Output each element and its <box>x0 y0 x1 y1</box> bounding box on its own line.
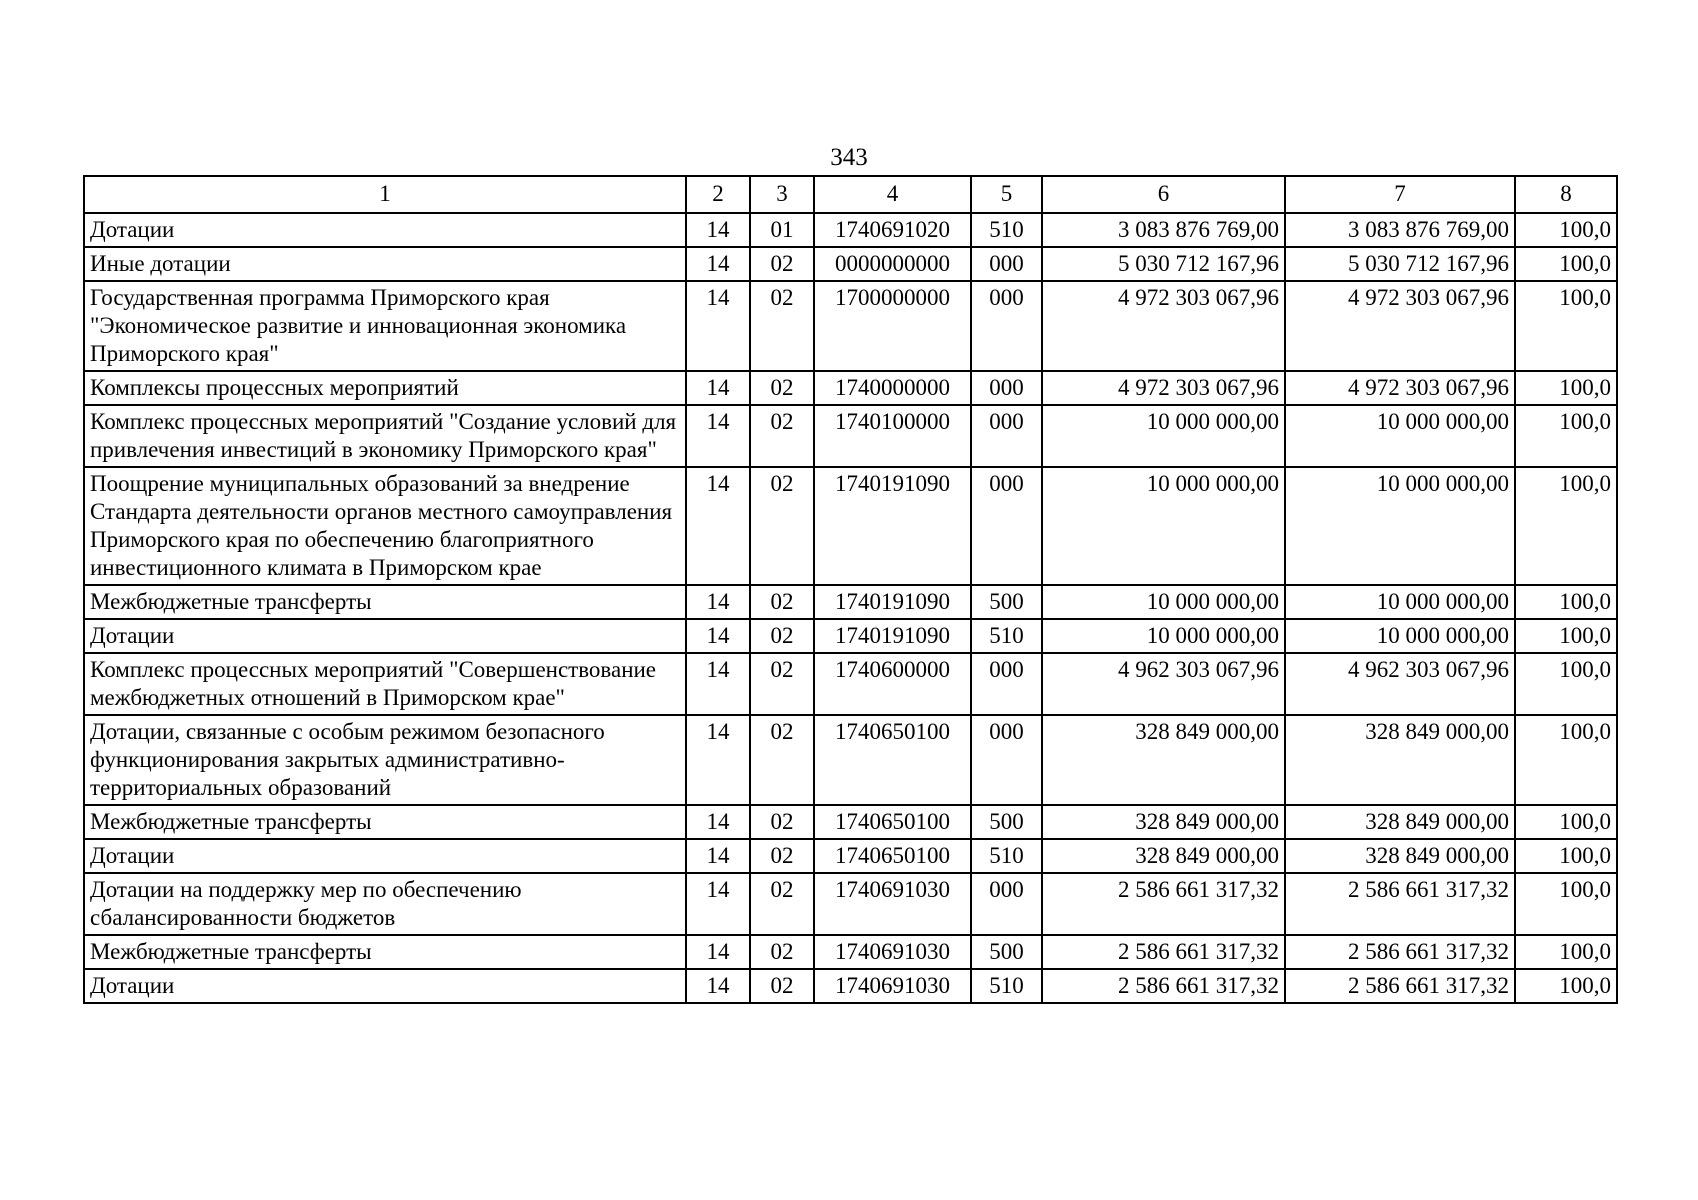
target-article-code: 1740650100 <box>814 839 971 873</box>
column-header: 8 <box>1515 176 1617 213</box>
percent-col8: 100,0 <box>1515 281 1617 371</box>
table-row <box>84 213 1617 247</box>
row-name: Комплекс процессных мероприятий "Совершенствование межбюджетных отношений в Приморском крае" <box>84 653 686 715</box>
expense-type-code: 000 <box>971 715 1042 805</box>
table-row <box>84 935 1617 969</box>
amount-col7: 10 000 000,00 <box>1285 467 1515 585</box>
amount-col7: 10 000 000,00 <box>1285 585 1515 619</box>
expense-type-code: 000 <box>971 281 1042 371</box>
amount-col6: 2 586 661 317,32 <box>1042 935 1285 969</box>
amount-col7: 4 972 303 067,96 <box>1285 371 1515 405</box>
table-row <box>84 839 1617 873</box>
percent-col8: 100,0 <box>1515 715 1617 805</box>
column-header: 2 <box>686 176 750 213</box>
amount-col7: 328 849 000,00 <box>1285 715 1515 805</box>
percent-col8: 100,0 <box>1515 405 1617 467</box>
amount-col6: 4 972 303 067,96 <box>1042 281 1285 371</box>
budget-table <box>83 175 1618 1004</box>
amount-col6: 10 000 000,00 <box>1042 619 1285 653</box>
subsection-code: 01 <box>750 213 814 247</box>
section-code: 14 <box>686 213 750 247</box>
column-header: 7 <box>1285 176 1515 213</box>
row-name: Дотации <box>84 619 686 653</box>
row-name: Дотации <box>84 213 686 247</box>
expense-type-code: 000 <box>971 371 1042 405</box>
amount-col6: 328 849 000,00 <box>1042 715 1285 805</box>
row-name: Межбюджетные трансферты <box>84 585 686 619</box>
column-header: 1 <box>84 176 686 213</box>
target-article-code: 1740191090 <box>814 619 971 653</box>
table-row <box>84 405 1617 467</box>
table-row <box>84 281 1617 371</box>
row-name: Дотации <box>84 839 686 873</box>
amount-col7: 10 000 000,00 <box>1285 405 1515 467</box>
target-article-code: 1700000000 <box>814 281 971 371</box>
target-article-code: 1740191090 <box>814 585 971 619</box>
amount-col6: 3 083 876 769,00 <box>1042 213 1285 247</box>
subsection-code: 02 <box>750 805 814 839</box>
percent-col8: 100,0 <box>1515 935 1617 969</box>
section-code: 14 <box>686 619 750 653</box>
page-number: 343 <box>830 144 868 171</box>
expense-type-code: 500 <box>971 805 1042 839</box>
subsection-code: 02 <box>750 371 814 405</box>
amount-col7: 5 030 712 167,96 <box>1285 247 1515 281</box>
table-row <box>84 873 1617 935</box>
row-name: Государственная программа Приморского края "Экономическое развитие и инновационная экономика Приморского края" <box>84 281 686 371</box>
target-article-code: 1740650100 <box>814 715 971 805</box>
amount-col7: 3 083 876 769,00 <box>1285 213 1515 247</box>
section-code: 14 <box>686 715 750 805</box>
percent-col8: 100,0 <box>1515 247 1617 281</box>
target-article-code: 1740191090 <box>814 467 971 585</box>
table-row <box>84 715 1617 805</box>
section-code: 14 <box>686 281 750 371</box>
section-code: 14 <box>686 839 750 873</box>
amount-col6: 4 962 303 067,96 <box>1042 653 1285 715</box>
column-header: 6 <box>1042 176 1285 213</box>
target-article-code: 0000000000 <box>814 247 971 281</box>
subsection-code: 02 <box>750 467 814 585</box>
column-header: 3 <box>750 176 814 213</box>
header-row <box>84 176 1617 213</box>
percent-col8: 100,0 <box>1515 467 1617 585</box>
percent-col8: 100,0 <box>1515 805 1617 839</box>
section-code: 14 <box>686 585 750 619</box>
section-code: 14 <box>686 405 750 467</box>
subsection-code: 02 <box>750 585 814 619</box>
amount-col7: 2 586 661 317,32 <box>1285 873 1515 935</box>
amount-col7: 2 586 661 317,32 <box>1285 969 1515 1003</box>
section-code: 14 <box>686 247 750 281</box>
target-article-code: 1740691030 <box>814 969 971 1003</box>
expense-type-code: 500 <box>971 585 1042 619</box>
amount-col6: 2 586 661 317,32 <box>1042 873 1285 935</box>
subsection-code: 02 <box>750 247 814 281</box>
expense-type-code: 000 <box>971 247 1042 281</box>
table-row <box>84 969 1617 1003</box>
amount-col6: 10 000 000,00 <box>1042 585 1285 619</box>
subsection-code: 02 <box>750 281 814 371</box>
amount-col7: 10 000 000,00 <box>1285 619 1515 653</box>
row-name: Межбюджетные трансферты <box>84 935 686 969</box>
row-name: Иные дотации <box>84 247 686 281</box>
percent-col8: 100,0 <box>1515 839 1617 873</box>
target-article-code: 1740691030 <box>814 873 971 935</box>
table-row <box>84 653 1617 715</box>
percent-col8: 100,0 <box>1515 969 1617 1003</box>
subsection-code: 02 <box>750 619 814 653</box>
expense-type-code: 500 <box>971 935 1042 969</box>
column-header: 4 <box>814 176 971 213</box>
subsection-code: 02 <box>750 969 814 1003</box>
amount-col6: 10 000 000,00 <box>1042 405 1285 467</box>
amount-col6: 328 849 000,00 <box>1042 805 1285 839</box>
row-name: Поощрение муниципальных образований за внедрение Стандарта деятельности органов местного самоуправления Приморского края по обеспечению благоприятного инвестиционного климата в Приморском крае <box>84 467 686 585</box>
amount-col7: 2 586 661 317,32 <box>1285 935 1515 969</box>
section-code: 14 <box>686 653 750 715</box>
row-name: Дотации <box>84 969 686 1003</box>
amount-col6: 5 030 712 167,96 <box>1042 247 1285 281</box>
percent-col8: 100,0 <box>1515 371 1617 405</box>
target-article-code: 1740691030 <box>814 935 971 969</box>
column-header: 5 <box>971 176 1042 213</box>
percent-col8: 100,0 <box>1515 585 1617 619</box>
section-code: 14 <box>686 371 750 405</box>
expense-type-code: 510 <box>971 839 1042 873</box>
expense-type-code: 510 <box>971 213 1042 247</box>
target-article-code: 1740691020 <box>814 213 971 247</box>
expense-type-code: 510 <box>971 969 1042 1003</box>
table-row <box>84 247 1617 281</box>
table-row <box>84 619 1617 653</box>
amount-col6: 4 972 303 067,96 <box>1042 371 1285 405</box>
expense-type-code: 000 <box>971 467 1042 585</box>
target-article-code: 1740600000 <box>814 653 971 715</box>
subsection-code: 02 <box>750 405 814 467</box>
amount-col6: 10 000 000,00 <box>1042 467 1285 585</box>
amount-col7: 328 849 000,00 <box>1285 839 1515 873</box>
section-code: 14 <box>686 935 750 969</box>
row-name: Комплекс процессных мероприятий "Создание условий для привлечения инвестиций в экономику Приморского края" <box>84 405 686 467</box>
section-code: 14 <box>686 805 750 839</box>
row-name: Комплексы процессных мероприятий <box>84 371 686 405</box>
section-code: 14 <box>686 467 750 585</box>
expense-type-code: 000 <box>971 405 1042 467</box>
subsection-code: 02 <box>750 653 814 715</box>
target-article-code: 1740000000 <box>814 371 971 405</box>
table-row <box>84 585 1617 619</box>
percent-col8: 100,0 <box>1515 653 1617 715</box>
percent-col8: 100,0 <box>1515 213 1617 247</box>
expense-type-code: 000 <box>971 653 1042 715</box>
amount-col7: 4 962 303 067,96 <box>1285 653 1515 715</box>
target-article-code: 1740100000 <box>814 405 971 467</box>
subsection-code: 02 <box>750 839 814 873</box>
amount-col6: 328 849 000,00 <box>1042 839 1285 873</box>
subsection-code: 02 <box>750 873 814 935</box>
percent-col8: 100,0 <box>1515 619 1617 653</box>
row-name: Межбюджетные трансферты <box>84 805 686 839</box>
subsection-code: 02 <box>750 715 814 805</box>
section-code: 14 <box>686 873 750 935</box>
table-row <box>84 805 1617 839</box>
amount-col7: 328 849 000,00 <box>1285 805 1515 839</box>
row-name: Дотации, связанные с особым режимом безопасного функционирования закрытых административно-территориальных образований <box>84 715 686 805</box>
amount-col7: 4 972 303 067,96 <box>1285 281 1515 371</box>
target-article-code: 1740650100 <box>814 805 971 839</box>
percent-col8: 100,0 <box>1515 873 1617 935</box>
subsection-code: 02 <box>750 935 814 969</box>
row-name: Дотации на поддержку мер по обеспечению сбалансированности бюджетов <box>84 873 686 935</box>
section-code: 14 <box>686 969 750 1003</box>
expense-type-code: 000 <box>971 873 1042 935</box>
amount-col6: 2 586 661 317,32 <box>1042 969 1285 1003</box>
table-row <box>84 467 1617 585</box>
expense-type-code: 510 <box>971 619 1042 653</box>
table-row <box>84 371 1617 405</box>
